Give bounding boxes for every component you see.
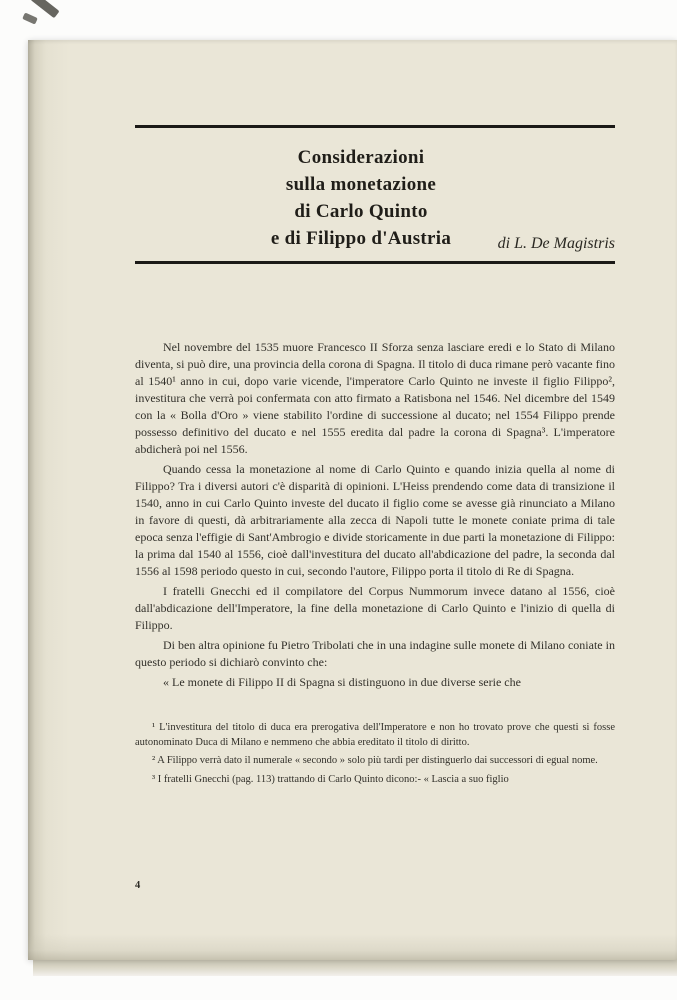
footnote: ¹ L'investitura del titolo di duca era prerogativa dell'Imperatore e non ho trovato prove che questi si fosse autonominato Duca di Milano e nemmeno che abbia ereditato il titolo di diritto. xyxy=(135,722,615,748)
paragraph: Di ben altra opinione fu Pietro Tribolati che in una indagine sulle monete di Milano coniate in questo periodo si dichiarò convinto che: xyxy=(135,638,615,669)
horizontal-rule-bottom xyxy=(135,261,615,264)
paragraph: Nel novembre del 1535 muore Francesco II Sforza senza lasciare eredi e lo Stato di Milano diventa, si può dire, una provincia della corona di Spagna. Il titolo di duca rimane però vacante fino al 1540¹ anno in cui, dopo varie vicende, l'imperatore Carlo Quinto ne investe il figlio Filippo², investitura che verrà poi confermata con atto firmato a Ratisbona nel 1546. Nel dicembre del 1549 con la « Bolla d'Oro » viene stabilito l'ordine di successione al ducato; nel 1554 Filippo prende possesso definitivo del ducato e nel 1555 eredita dal padre la corona di Spagna³. L'imperatore abdicherà poi nel 1556. xyxy=(135,340,615,456)
title-line: sulla monetazione xyxy=(285,174,437,195)
scan-artifact xyxy=(30,0,59,18)
title-line: Considerazioni xyxy=(297,147,425,168)
page-number: 4 xyxy=(135,880,141,891)
title-line: e di Filippo d'Austria xyxy=(270,228,452,249)
scan-artifact xyxy=(22,12,38,24)
title-line: di Carlo Quinto xyxy=(294,201,428,222)
paragraph: « Le monete di Filippo II di Spagna si distinguono in due diverse serie che xyxy=(163,675,521,689)
horizontal-rule-top xyxy=(135,125,615,128)
body-text xyxy=(135,339,615,791)
footnote: ² A Filippo verrà dato il numerale « secondo » solo più tardi per distinguerlo dai successori di egual nome. xyxy=(152,755,598,766)
author-byline: di L. De Magistris xyxy=(497,235,615,252)
footnotes xyxy=(135,721,615,787)
paragraph: Quando cessa la monetazione al nome di Carlo Quinto e quando inizia quella al nome di Filippo? Tra i diversi autori c'è disparità di opinioni. L'Heiss prendendo come data di transizione il 1540, anno in cui Carlo Quinto investe del ducato il figlio come se avesse già rinunciato a Milano in favore di questi, dà arbitrariamente alla zecca di Napoli tutte le monete coniate prima di tale epoca senza l'effigie di Sant'Ambrogio e divide storicamente in due parti la monetazione di Filippo: la prima dal 1540 al 1556, cioè dall'investitura del ducato all'abdicazione del padre, la seconda dal 1556 al 1598 periodo questo in cui, secondo l'autore, Filippo porta il titolo di Re di Spagna. xyxy=(135,462,615,578)
book-page xyxy=(28,40,677,960)
page-content xyxy=(135,40,615,960)
page-edge xyxy=(33,958,677,976)
footnote: ³ I fratelli Gnecchi (pag. 113) trattando di Carlo Quinto dicono:- « Lascia a suo figlio xyxy=(152,773,509,785)
paragraph: I fratelli Gnecchi ed il compilatore del Corpus Nummorum invece datano al 1556, cioè dall'abdicazione dell'Imperatore, la fine della monetazione di Carlo Quinto e l'inizio di quella di Filippo. xyxy=(135,584,615,632)
